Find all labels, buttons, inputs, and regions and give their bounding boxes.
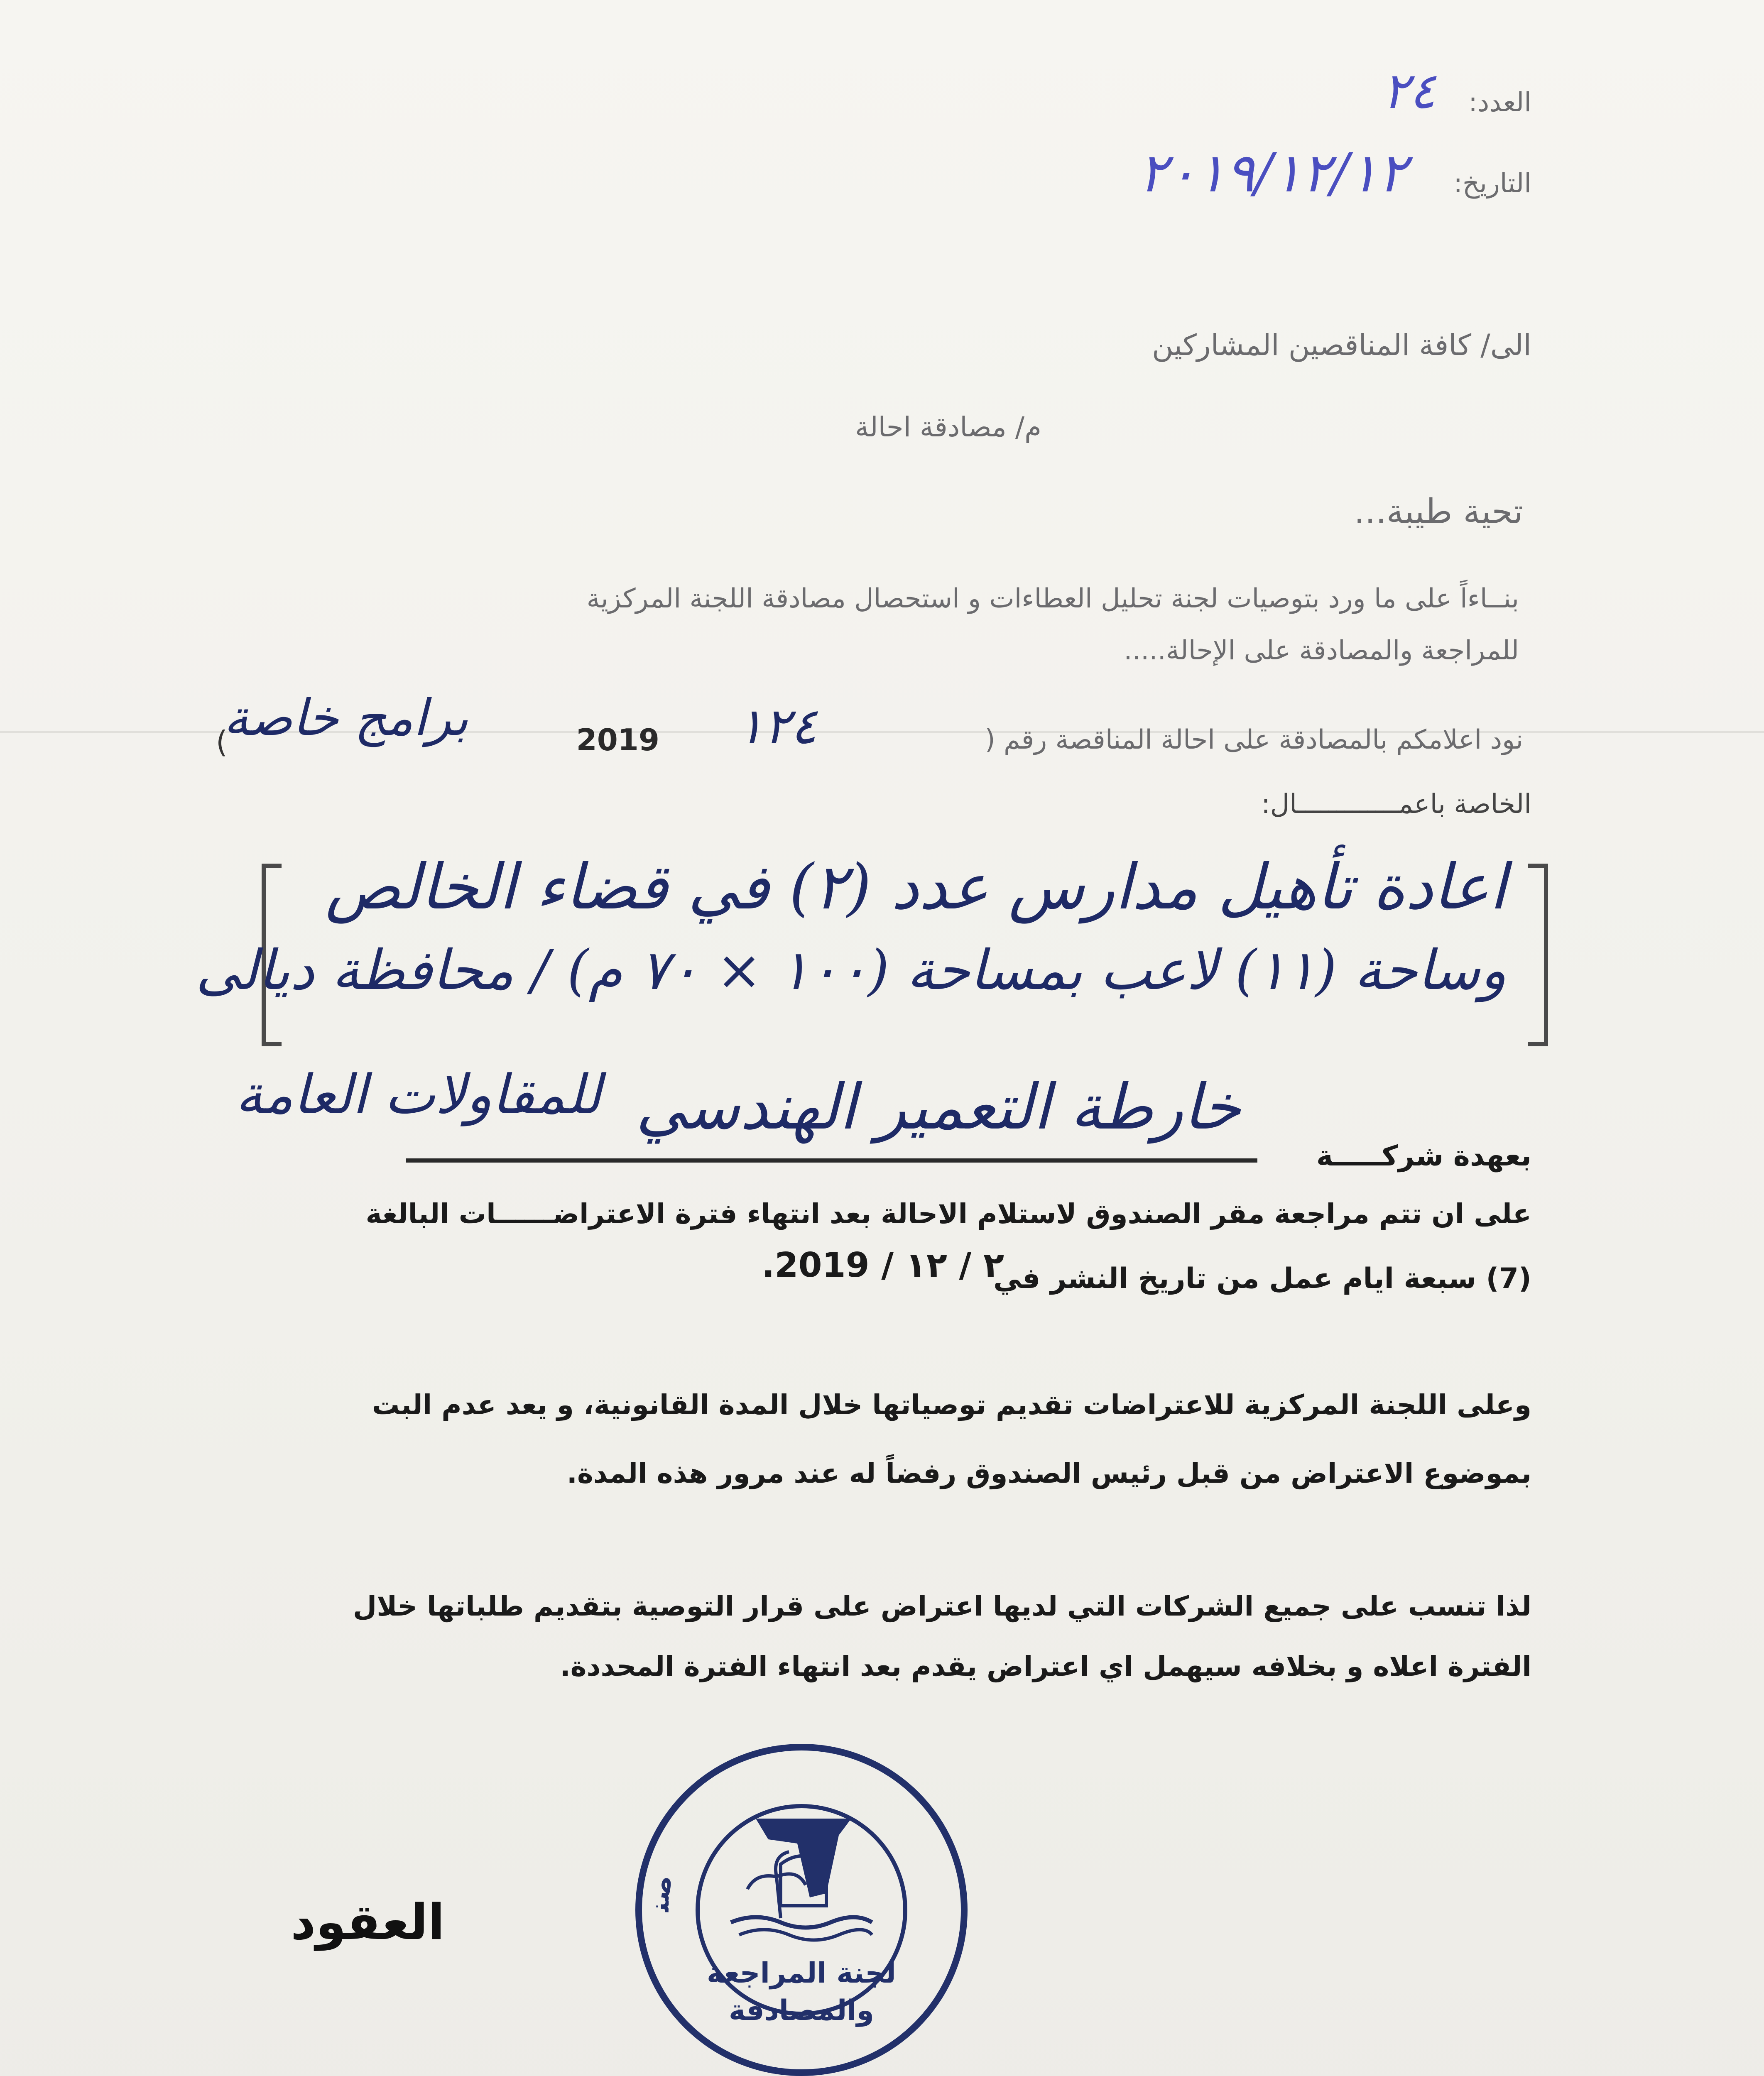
objection-line-2: (7) سبعة ايام عمل من تاريخ النشر في xyxy=(993,1262,1531,1295)
greeting: تحية طيبة... xyxy=(1354,492,1523,531)
closing-paren: ) xyxy=(216,725,228,759)
handwritten-company-name: خارطة التعمير الهندسي xyxy=(635,1071,1241,1143)
objection-line-1: على ان تتم مراجعة مقر الصندوق لاستلام الاحالة بعد انتهاء فترة الاعتراضــــــات البالغة xyxy=(365,1198,1531,1230)
handwritten-work-line-1: اعادة تأهيل مدارس عدد (٢) في قضاء الخالص xyxy=(325,851,1507,923)
date-label: التاريخ: xyxy=(1453,168,1531,199)
notice-prefix: نود اعلامكم بالمصادقة على احالة المناقصة رقم ( xyxy=(985,725,1523,755)
handwritten-number: ٢٤ xyxy=(1382,62,1436,120)
handwritten-date: ٢٠١٩/١٢/١٢ xyxy=(1138,141,1407,204)
handwritten-company-suffix: للمقاولات العامة xyxy=(235,1063,601,1126)
handwritten-tender-number: ١٢٤ xyxy=(737,698,817,755)
handwritten-tender-type: برامج خاصة xyxy=(223,689,468,747)
committee-line-1: وعلى اللجنة المركزية للاعتراضات تقديم توصياتها خلال المدة القانونية، و يعد عدم البت xyxy=(372,1389,1531,1421)
number-label: العدد: xyxy=(1468,87,1531,118)
subject-line: م/ مصادقة احالة xyxy=(855,411,1041,443)
right-bracket xyxy=(1528,864,1548,1046)
objection-date: ٢ / ١٢ / 2019. xyxy=(762,1246,1004,1285)
committee-line-2: بموضوع الاعتراض من قبل رئيس الصندوق رفضاً له عند مرور هذه المدة. xyxy=(566,1457,1531,1489)
stamp-center-line-2: والمصادقة xyxy=(729,1994,874,2027)
handwritten-work-line-2: وساحة (١١) لاعب بمساحة (١٠٠ × ٧٠ م) / محافظة ديالى xyxy=(196,938,1507,1002)
stamp-ring-text: صن xyxy=(644,1873,679,1912)
official-stamp xyxy=(631,1740,972,2076)
companies-line-1: لذا تنسب على جميع الشركات التي لديها اعتراض على قرار التوصية بتقديم طلباتها خلال xyxy=(353,1590,1531,1622)
company-label: بعهدة شركـــــة xyxy=(1316,1140,1531,1173)
contracts-label: العقود xyxy=(291,1893,445,1951)
recipient-line: الى/ كافة المناقصين المشاركين xyxy=(1152,328,1531,362)
intro-line-1: بنــاءاً على ما ورد بتوصيات لجنة تحليل العطاءات و استحصال مصادقة اللجنة المركزية xyxy=(586,583,1519,614)
stamp-seal-graphic xyxy=(631,1740,972,2076)
company-name-underline xyxy=(406,1158,1257,1163)
companies-line-2: الفترة اعلاه و بخلافه سيهمل اي اعتراض يقدم بعد انتهاء الفترة المحددة. xyxy=(560,1650,1531,1682)
stamp-center-line-1: لجنة المراجعة xyxy=(707,1957,896,1990)
tender-year: 2019 xyxy=(576,722,659,757)
intro-line-2: للمراجعة والمصادقة على الإحالة..... xyxy=(1124,635,1519,666)
special-works-label: الخاصة باعمـــــــــــــال: xyxy=(1261,789,1531,820)
